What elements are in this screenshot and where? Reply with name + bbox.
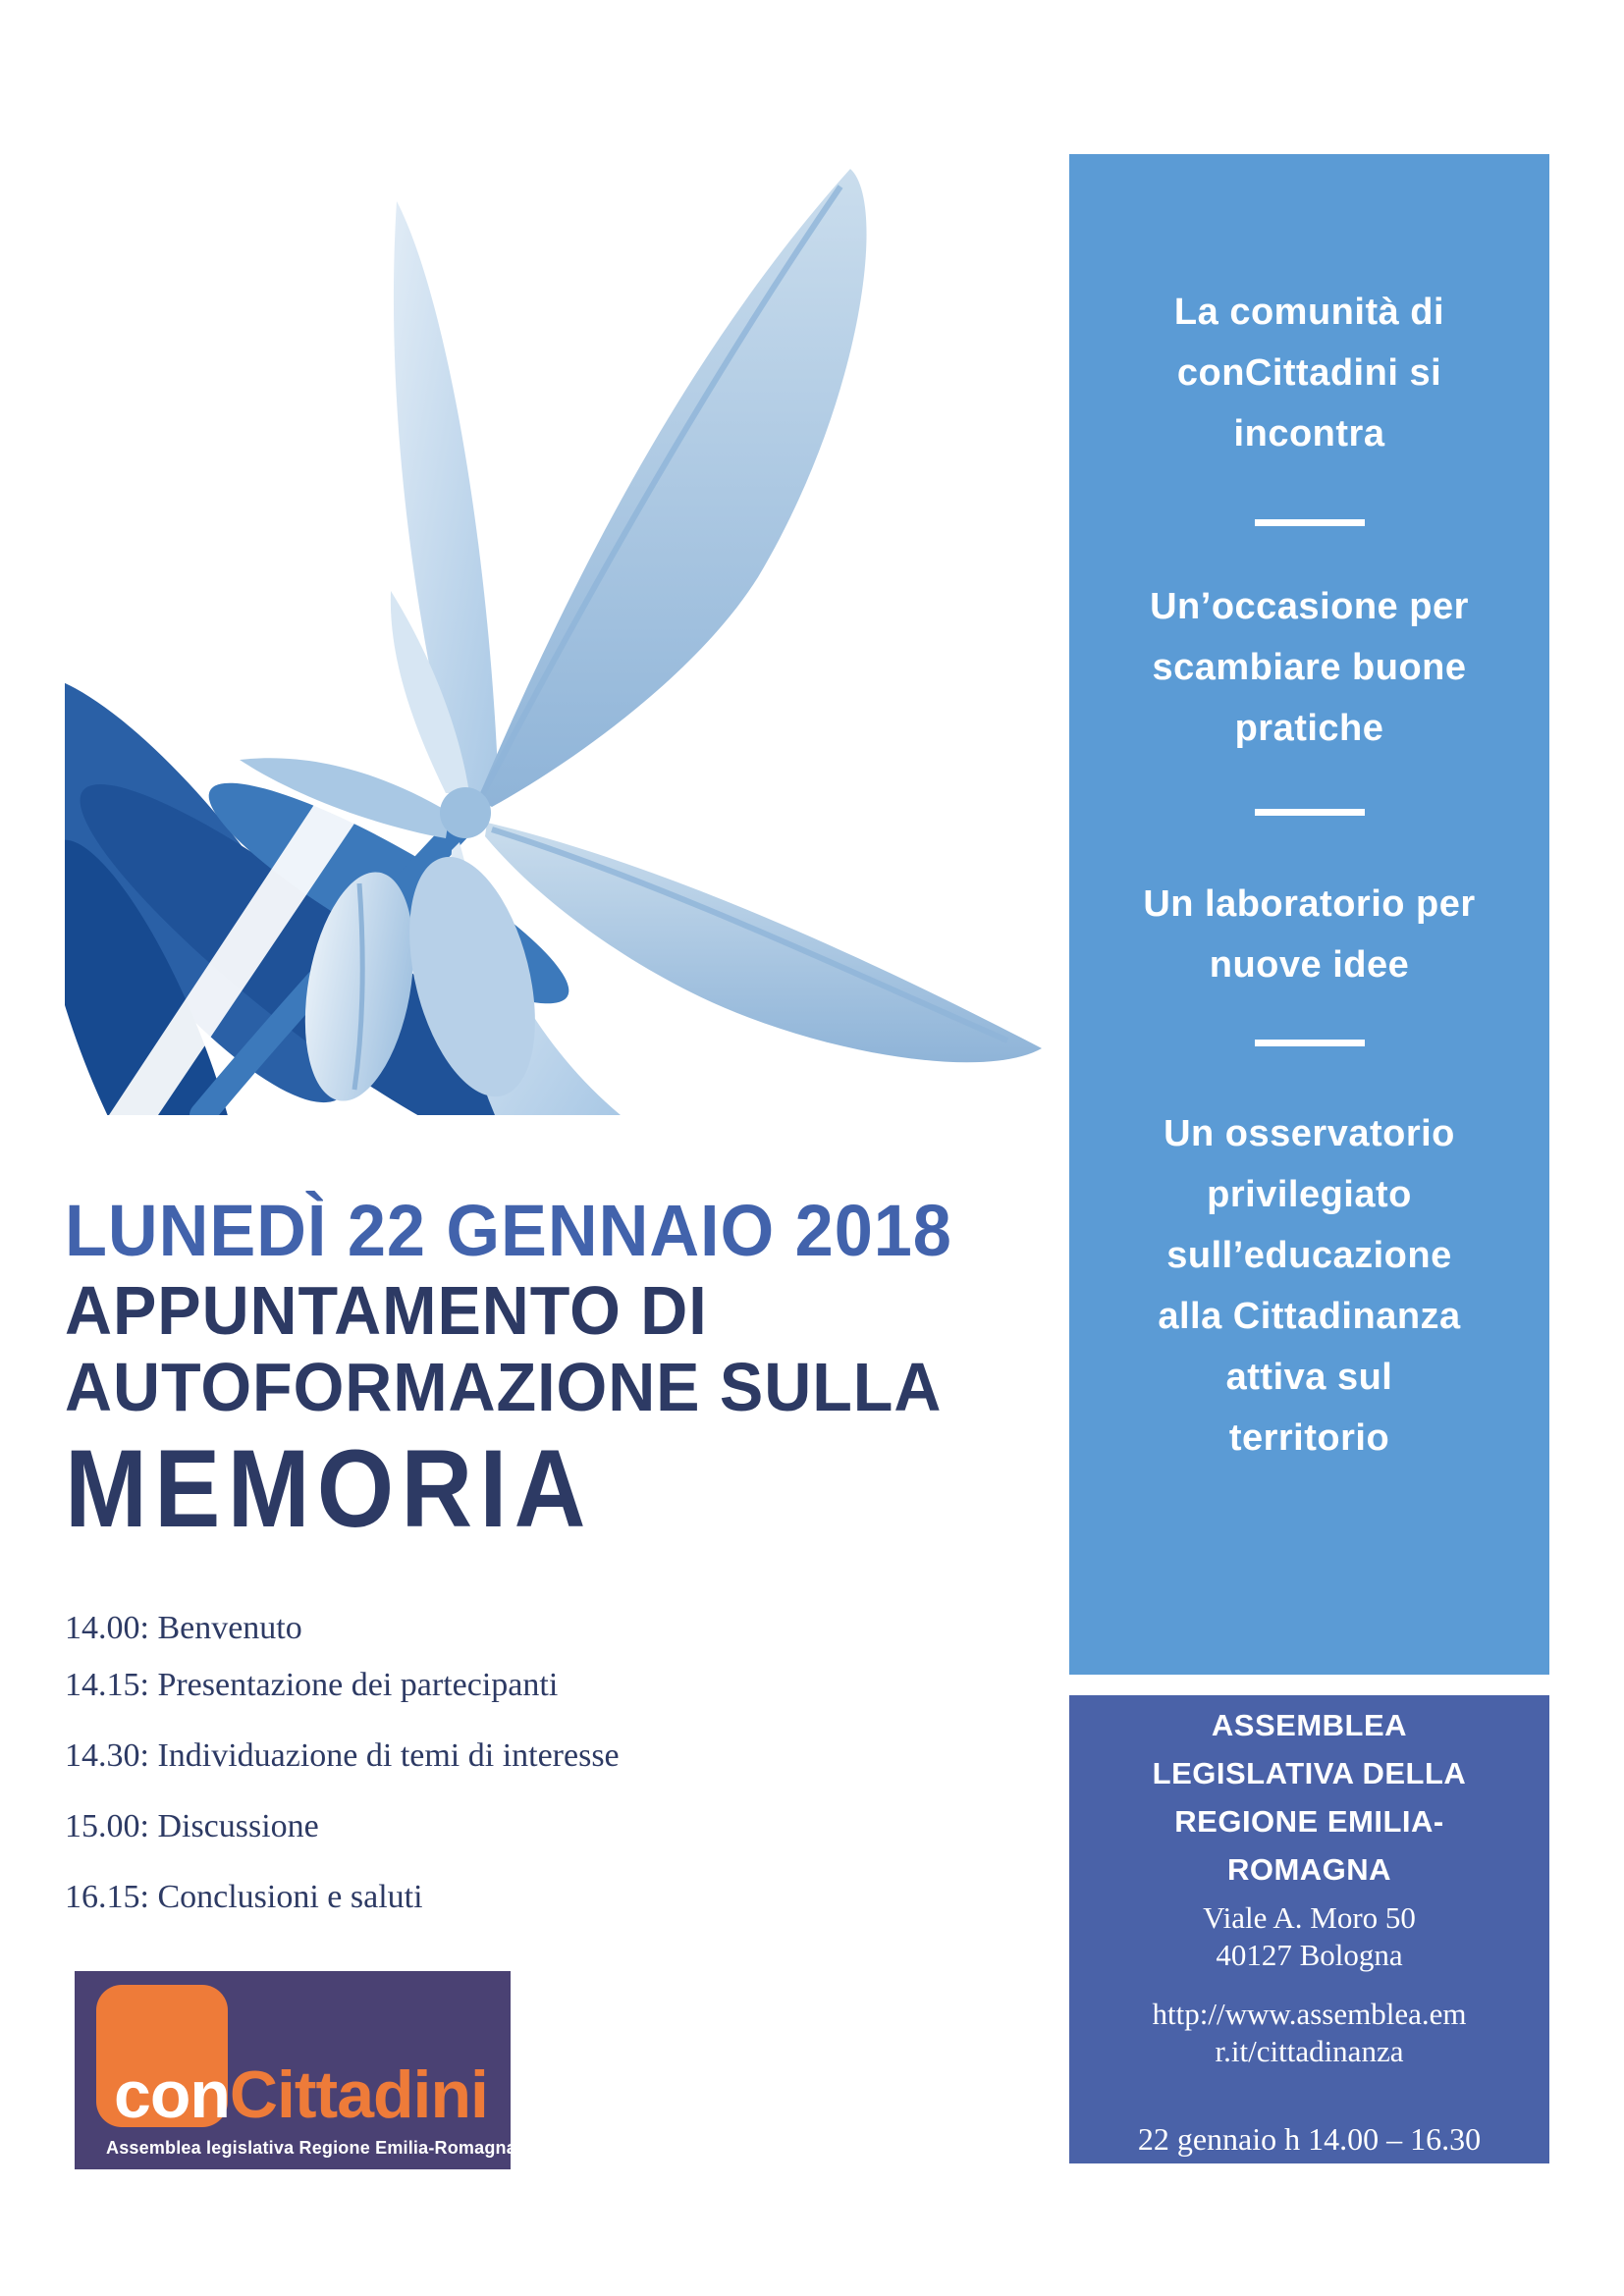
title-line-2: APPUNTAMENTO DI: [65, 1272, 708, 1349]
sidebar-line: privilegiato: [1207, 1174, 1412, 1215]
sidebar-line: pratiche: [1234, 708, 1384, 749]
sidebar-divider: [1255, 519, 1365, 526]
sidebar-line: nuove idee: [1209, 944, 1410, 986]
schedule-item: 14.15: Presentazione dei partecipanti: [65, 1667, 559, 1703]
website-url: [1069, 1996, 1549, 2070]
org-line: ASSEMBLEA: [1211, 1708, 1408, 1742]
title-block: [65, 1190, 1056, 1550]
sidebar-line: conCittadini si: [1176, 352, 1442, 394]
sidebar-line: Un’occasione per: [1150, 586, 1469, 627]
sidebar-line: Un osservatorio: [1164, 1113, 1455, 1154]
brand-con: con: [114, 2057, 230, 2132]
sidebar-line: Un laboratorio per: [1143, 883, 1476, 925]
sidebar-section-osservatorio: [1069, 1103, 1549, 1468]
sidebar-section-community: [1069, 282, 1549, 464]
url-line: r.it/cittadinanza: [1215, 2034, 1404, 2068]
lily-photo: [65, 108, 1058, 1115]
sidebar-divider: [1255, 809, 1365, 816]
org-line: REGIONE EMILIA-: [1174, 1804, 1444, 1839]
schedule-item: 15.00: Discussione: [65, 1808, 319, 1844]
sidebar-line: territorio: [1228, 1417, 1390, 1459]
schedule-item: 14.00: Benvenuto: [65, 1610, 302, 1646]
sidebar-line: sull’educazione: [1166, 1235, 1452, 1276]
org-line: ROMAGNA: [1226, 1852, 1392, 1887]
org-line: LEGISLATIVA DELLA: [1152, 1756, 1467, 1790]
sidebar-line: incontra: [1233, 413, 1385, 454]
sidebar-line: scambiare buone: [1152, 647, 1467, 688]
title-memoria: MEMORIA: [65, 1427, 593, 1550]
concittadini-logo: [75, 1971, 516, 2169]
brand-wordmark: [114, 2057, 488, 2132]
address-line: Viale A. Moro 50: [1203, 1900, 1416, 1935]
address-line: 40127 Bologna: [1216, 1938, 1403, 1972]
schedule-list: [65, 1600, 1047, 1926]
schedule-item: 14.30: Individuazione di temi di interesse: [65, 1737, 620, 1774]
sidebar: [1069, 154, 1549, 1675]
title-date-line: LUNEDÌ 22 GENNAIO 2018: [65, 1190, 952, 1271]
sidebar-section-laboratorio: [1069, 874, 1549, 995]
schedule-item: 16.15: Conclusioni e saluti: [65, 1879, 423, 1915]
sidebar-line: La comunità di: [1173, 292, 1445, 333]
brand-cittadini: Cittadini: [229, 2057, 488, 2132]
venue-infobox: [1069, 1695, 1549, 2163]
sidebar-line: attiva sul: [1225, 1357, 1393, 1398]
lily-photo-image: [65, 108, 1058, 1115]
org-name: [1069, 1701, 1549, 1894]
sidebar-section-occasione: [1069, 576, 1549, 759]
sidebar-divider: [1255, 1040, 1365, 1046]
venue-address: [1069, 1899, 1549, 1974]
logo-subtitle: Assemblea legislativa Regione Emilia-Romagna: [106, 2138, 516, 2158]
sidebar-line: alla Cittadinanza: [1158, 1296, 1461, 1337]
event-date-time: 22 gennaio h 14.00 – 16.30: [1137, 2121, 1482, 2157]
url-line: http://www.assemblea.em: [1152, 1997, 1467, 2031]
title-line-3: AUTOFORMAZIONE SULLA: [65, 1349, 943, 1425]
